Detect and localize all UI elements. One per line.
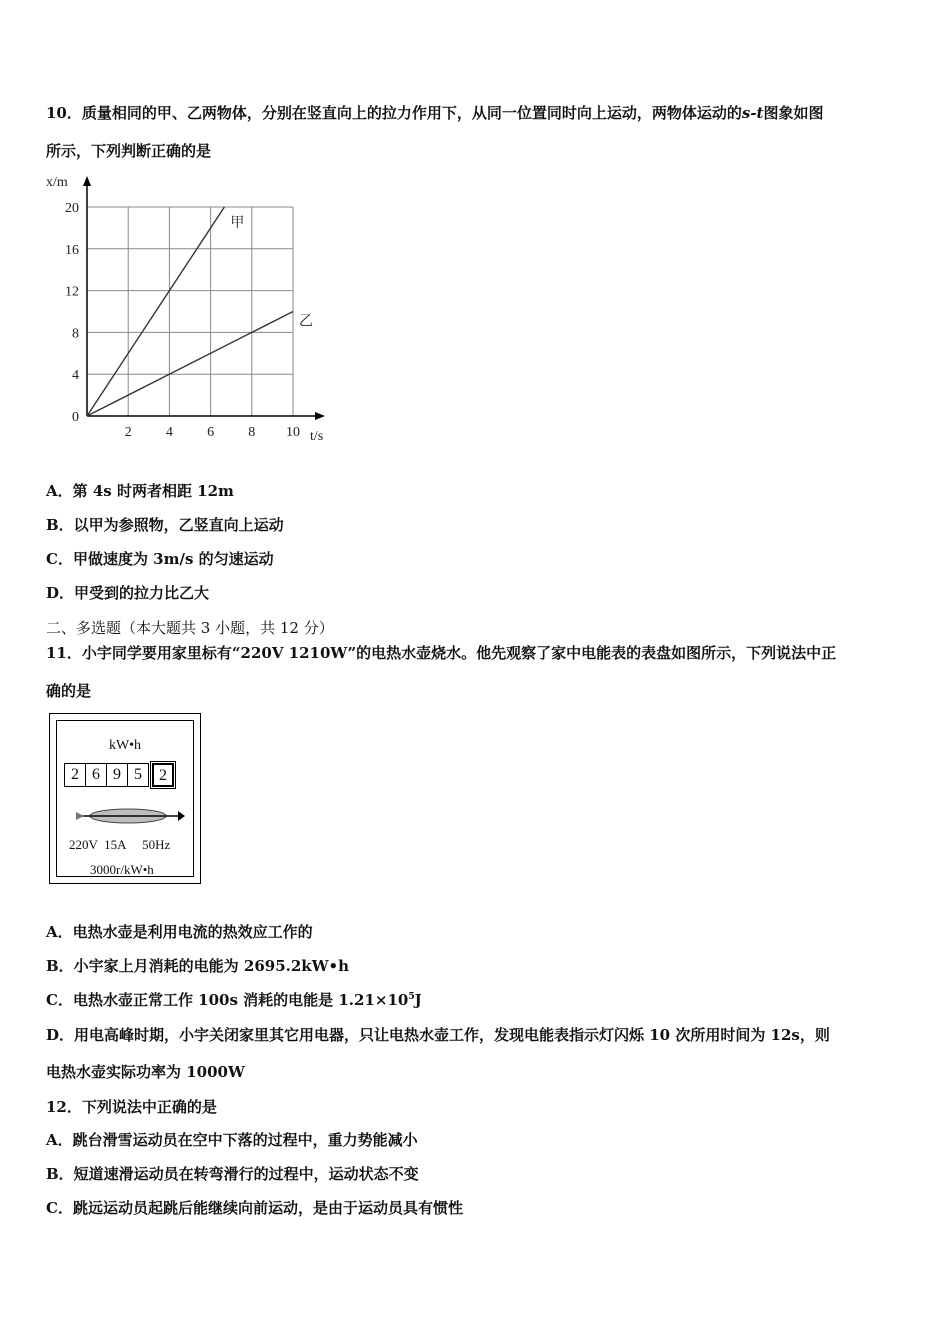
chart-series	[87, 207, 313, 416]
q11-option-c	[46, 989, 422, 1010]
series-label: 甲	[230, 216, 245, 231]
q11-option-d-line2: 电热水壶实际功率为 1000W	[46, 1063, 245, 1081]
st-label: s-t	[741, 104, 764, 122]
x-tick-label: 4	[165, 425, 173, 440]
q12-option-c: C．跳远运动员起跳后能继续向前运动，是由于运动员具有惯性	[46, 1199, 463, 1217]
y-tick-label: 20	[65, 201, 79, 216]
x-axis-label: t/s	[310, 429, 324, 444]
q11-option-a: A．电热水壶是利用电流的热效应工作的	[46, 923, 313, 941]
st-graph	[40, 172, 340, 447]
q11-option-d-line1: D．用电高峰时期，小宇关闭家里其它用电器，只让电热水壶工作，发现电能表指示灯闪烁 10 次所用时间为 12s，则	[46, 1026, 830, 1044]
q10-stem-end: 图象如图	[763, 104, 824, 122]
y-tick-label: 4	[72, 368, 79, 384]
meter-digit: 2	[64, 763, 86, 787]
meter-unit: kW•h	[108, 738, 142, 753]
meter-digits	[65, 763, 174, 787]
q11-stem-line1: 11．小宇同学要用家里标有“220V 1210W”的电热水壶烧水。他先观察了家中电能表的表盘如图所示，下列说法中正	[46, 644, 837, 662]
meter-constant: 3000r/kW•h	[90, 862, 154, 877]
q10-option-c: C．甲做速度为 3m/s 的匀速运动	[46, 550, 274, 568]
q10-option-a: A．第 4s 时两者相距 12m	[46, 482, 234, 500]
q12-stem: 12．下列说法中正确的是	[46, 1098, 217, 1116]
q10-stem-line1	[46, 102, 824, 123]
q12-option-a: A．跳台滑雪运动员在空中下落的过程中，重力势能减小	[46, 1131, 418, 1149]
y-tick-label: 0	[72, 410, 79, 425]
energy-meter	[49, 713, 201, 884]
series-line-yi	[87, 312, 293, 417]
q10-stem-text: 10．质量相同的甲、乙两物体，分别在竖直向上的拉力作用下，从同一位置同时向上运动，两物体运动的	[46, 104, 742, 122]
meter-digit: 6	[85, 763, 107, 787]
meter-decimal-digit: 2	[152, 763, 174, 787]
y-axis-label: x/m	[46, 175, 68, 190]
meter-digit: 9	[106, 763, 128, 787]
q11-option-b: B．小宇家上月消耗的电能为 2695.2kW•h	[46, 957, 350, 975]
x-tick-label: 2	[124, 425, 132, 440]
q12-option-b: B．短道速滑运动员在转弯滑行的过程中，运动状态不变	[46, 1165, 419, 1183]
chart-ticks	[65, 201, 300, 440]
rotor-disc-icon	[74, 805, 186, 827]
series-line-jia	[87, 207, 224, 416]
x-axis-arrow	[315, 412, 325, 420]
x-tick-label: 10	[286, 425, 300, 440]
y-tick-label: 16	[65, 242, 79, 258]
q11-stem-line2: 确的是	[46, 682, 92, 700]
meter-rating: 220V 15A 50Hz	[69, 837, 171, 852]
chart-axes	[83, 176, 325, 420]
unit: J	[414, 991, 422, 1009]
series-label: 乙	[299, 314, 313, 330]
energy-meter-panel	[56, 720, 194, 877]
y-tick-label: 12	[65, 284, 79, 300]
meter-digit: 5	[127, 763, 149, 787]
chart-grid	[87, 207, 293, 416]
q10-stem-line2: 所示，下列判断正确的是	[46, 142, 212, 160]
section-heading: 二、多选题（本大题共 3 小题，共 12 分）	[46, 619, 334, 637]
x-tick-label: 6	[207, 425, 215, 440]
y-axis-arrow	[83, 176, 91, 186]
x-tick-label: 8	[248, 425, 256, 440]
q10-option-d: D．甲受到的拉力比乙大	[46, 584, 210, 602]
exponent: 5	[408, 992, 415, 1002]
q10-option-b: B．以甲为参照物，乙竖直向上运动	[46, 516, 284, 534]
q11-option-c-text: C．电热水壶正常工作 100s 消耗的电能是 1.21×10	[46, 991, 409, 1009]
y-tick-label: 8	[72, 326, 79, 342]
